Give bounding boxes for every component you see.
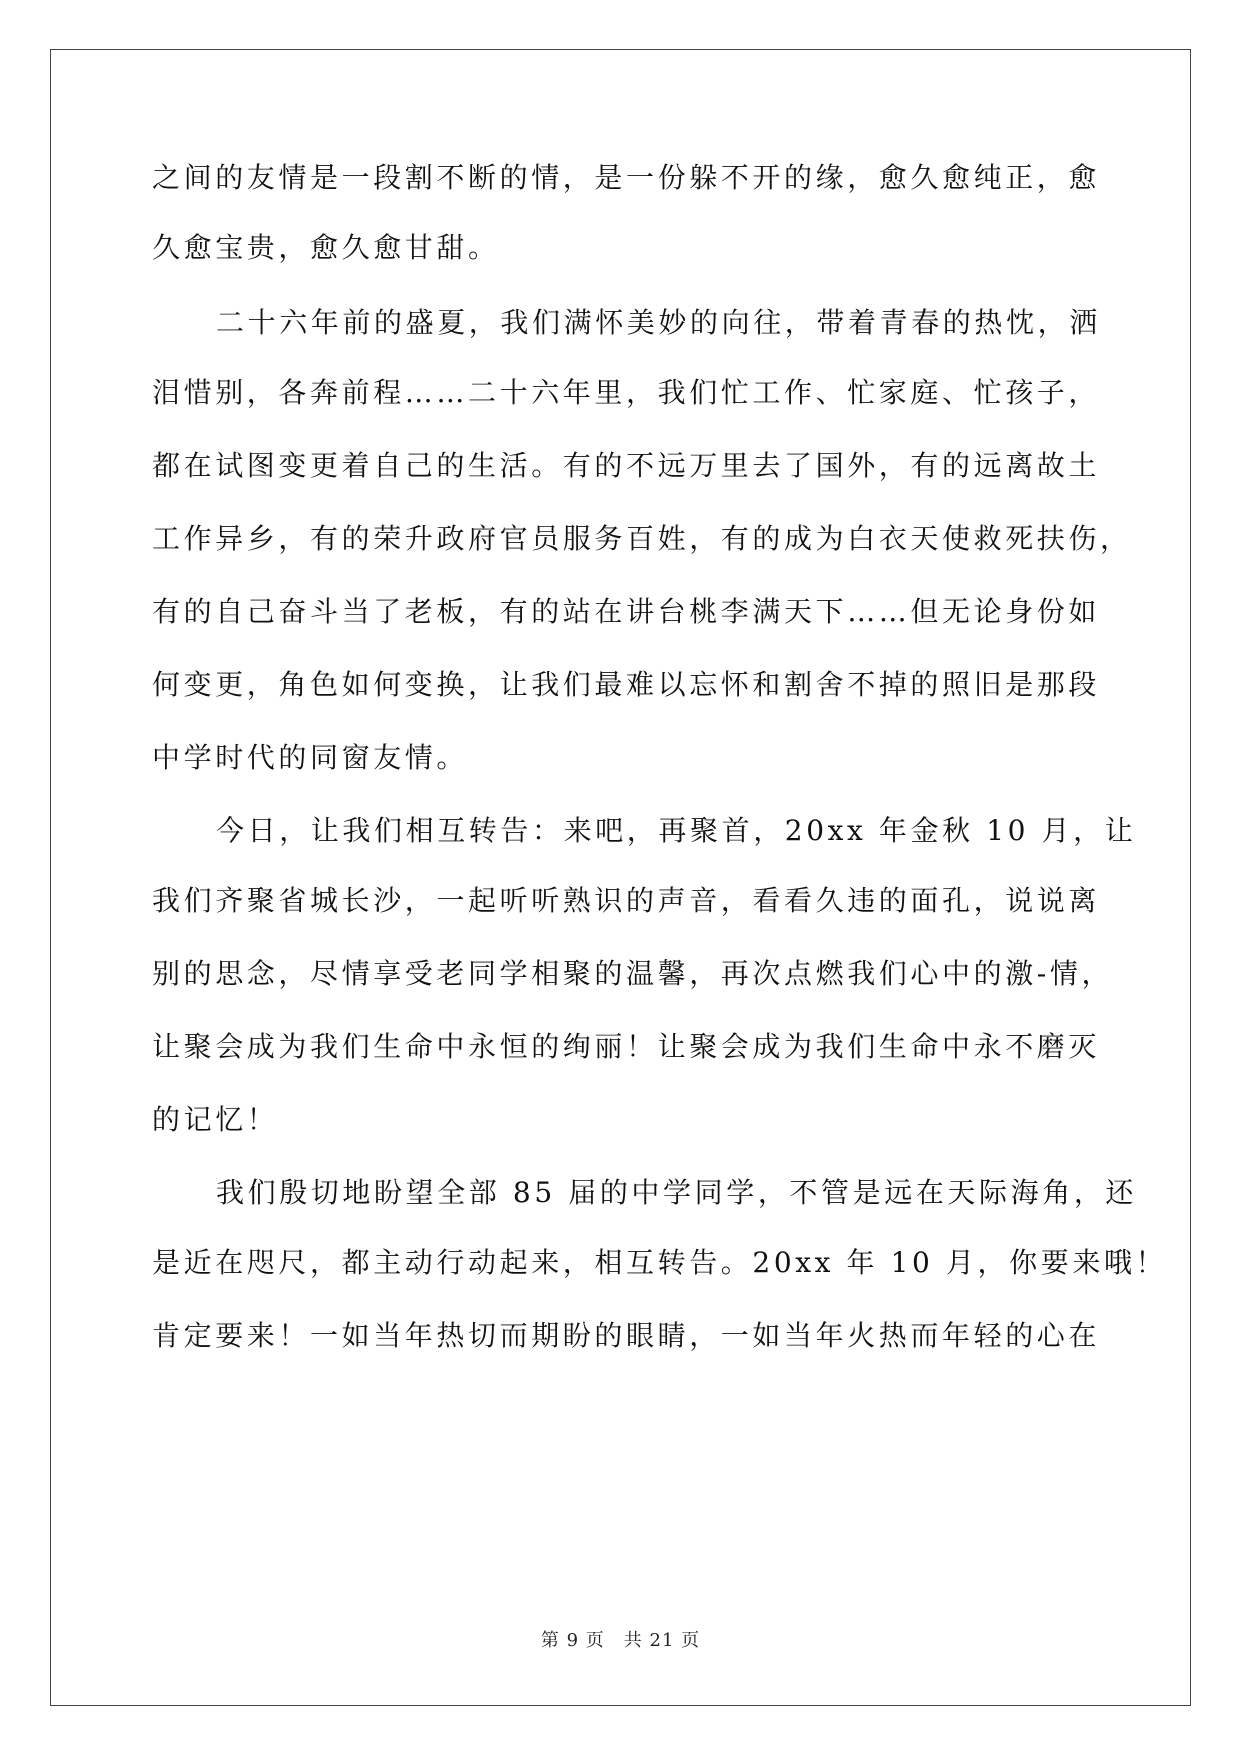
text-line: 肯定要来！一如当年热切而期盼的眼睛，一如当年火热而年轻的心在: [152, 1319, 1101, 1352]
page-border: [50, 49, 1191, 1706]
text-line: 我们殷切地盼望全部 85 届的中学同学，不管是远在天际海角，还: [216, 1176, 1138, 1209]
text-line: 泪惜别，各奔前程……二十六年里，我们忙工作、忙家庭、忙孩子，: [152, 376, 1101, 409]
text-line: 我们齐聚省城长沙，一起听听熟识的声音，看看久违的面孔，说说离: [152, 884, 1101, 917]
text-line: 的记忆！: [152, 1103, 279, 1136]
text-line: 中学时代的同窗友情。: [152, 741, 469, 774]
text-line: 都在试图变更着自己的生活。有的不远万里去了国外，有的远离故土: [152, 449, 1101, 482]
text-line: 是近在咫尺，都主动行动起来，相互转告。20xx 年 10 月，你要来哦！: [152, 1246, 1168, 1279]
text-line: 二十六年前的盛夏，我们满怀美妙的向往，带着青春的热忱，洒: [216, 306, 1101, 339]
page-number-footer: 第 9 页 共 21 页: [540, 1630, 701, 1651]
text-line: 今日，让我们相互转告：来吧，再聚首，20xx 年金秋 10 月，让: [216, 814, 1137, 847]
text-line: 久愈宝贵，愈久愈甘甜。: [152, 231, 500, 264]
text-line: 让聚会成为我们生命中永恒的绚丽！让聚会成为我们生命中永不磨灭: [152, 1030, 1101, 1063]
text-line: 何变更，角色如何变换，让我们最难以忘怀和割舍不掉的照旧是那段: [152, 668, 1101, 701]
text-line: 之间的友情是一段割不断的情，是一份躲不开的缘，愈久愈纯正，愈: [152, 161, 1101, 194]
text-line: 有的自己奋斗当了老板，有的站在讲台桃李满天下……但无论身份如: [152, 595, 1101, 628]
text-line: 工作异乡，有的荣升政府官员服务百姓，有的成为白衣天使救死扶伤，: [152, 522, 1132, 555]
text-line: 别的思念，尽情享受老同学相聚的温馨，再次点燃我们心中的激-情，: [152, 957, 1114, 990]
